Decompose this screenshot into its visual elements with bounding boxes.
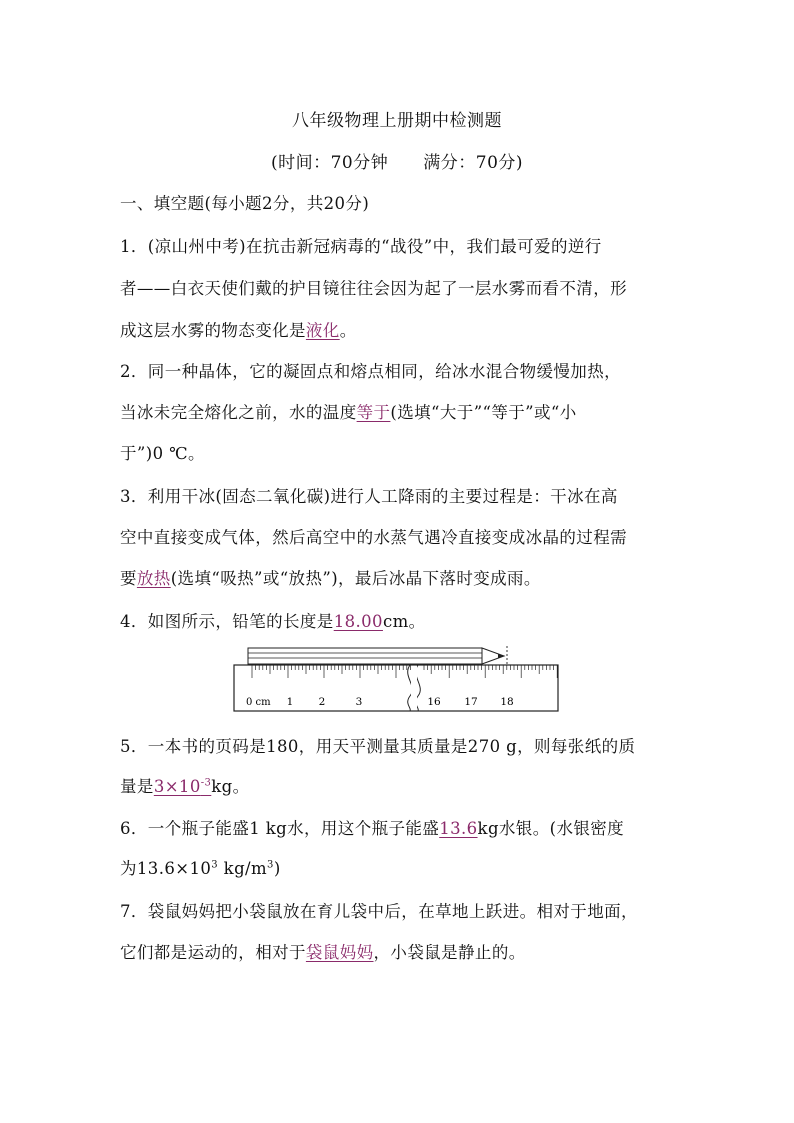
ruler-label-1: 1 (286, 696, 294, 708)
q3-text-end: (选填“吸热”或“放热”)，最后冰晶下落时变成雨。 (170, 569, 541, 588)
q5-answer-exp: -3 (200, 777, 212, 789)
pencil (248, 648, 505, 664)
q1-line-3 (120, 317, 680, 341)
q6-density-pre: 为13.6×10 (120, 859, 212, 878)
q2-line-1: 2．同一种晶体，它的凝固点和熔点相同，给冰水混合物缓慢加热， (120, 362, 621, 381)
q5-answer-base: 3×10 (153, 777, 201, 796)
q6-text: 6．一个瓶子能盛1 kg水，用这个瓶子能盛 (120, 819, 440, 838)
q6-density-unit: kg/m (218, 859, 268, 878)
ruler-label-2: 2 (318, 696, 326, 708)
q5-answer (154, 777, 211, 796)
ruler-label-18: 18 (500, 696, 514, 708)
q1-text: 成这层水雾的物态变化是 (120, 321, 306, 340)
q5-text-end: kg。 (211, 777, 250, 796)
exam-title: 八年级物理上册期中检测题 (292, 111, 502, 131)
q6-text-end: kg水银。(水银密度 (477, 819, 625, 838)
q2-text-end: (选填“大于”“等于”或“小 (390, 403, 577, 422)
q1-answer: 液化 (305, 321, 340, 340)
ruler-unit-label: 0 cm (246, 697, 271, 708)
q7-line-1: 7．袋鼠妈妈把小袋鼠放在育儿袋中后，在草地上跃进。相对于地面， (120, 902, 638, 921)
q6-density-exp: 3 (211, 859, 219, 871)
q5-line-1: 5．一本书的页码是180，用天平测量其质量是270 g，则每张纸的质 (120, 737, 636, 756)
q3-line-1: 3．利用干冰(固态二氧化碳)进行人工降雨的主要过程是：干冰在高 (120, 487, 618, 506)
q4-text: 4．如图所示，铅笔的长度是 (120, 612, 334, 631)
q3-line-3 (120, 565, 680, 589)
q6-answer: 13.6 (439, 819, 478, 838)
q5-text: 量是 (120, 777, 154, 796)
q2-answer: 等于 (356, 403, 391, 422)
q3-answer: 放热 (136, 569, 171, 588)
q5-line-2 (120, 773, 680, 797)
q1-text-end: 。 (339, 321, 357, 340)
q3-text: 要 (120, 569, 137, 588)
section-heading: 一、填空题(每小题2分，共20分) (120, 194, 370, 213)
q4-line-1 (120, 608, 680, 632)
ruler-label-3: 3 (355, 696, 363, 708)
q4-answer: 18.00 (333, 612, 383, 631)
q2-line-3: 于”)0 ℃。 (120, 444, 205, 463)
ruler-label-17: 17 (464, 696, 478, 708)
q1-line-2: 者——白衣天使们戴的护目镜往往会因为起了一层水雾而看不清，形 (120, 279, 627, 298)
exam-time-score: (时间：70分钟 满分：70分) (270, 153, 524, 173)
q7-answer: 袋鼠妈妈 (305, 943, 374, 962)
q2-text: 当冰未完全熔化之前，水的温度 (120, 403, 357, 422)
q7-text: 它们都是运动的，相对于 (120, 943, 306, 962)
q6-line-1 (120, 815, 680, 839)
q3-line-2: 空中直接变成气体，然后高空中的水蒸气遇冷直接变成冰晶的过程需 (120, 528, 627, 547)
q6-density-unit-exp: 3 (267, 859, 274, 871)
q1-line-1: 1．(凉山州中考)在抗击新冠病毒的“战役”中，我们最可爱的逆行 (120, 237, 602, 256)
ruler-label-16: 16 (427, 696, 441, 708)
q7-line-2 (120, 939, 680, 963)
q2-line-2 (120, 399, 680, 423)
ruler-diagram (232, 646, 562, 714)
q4-text-end: cm。 (382, 612, 426, 631)
q6-density-end: ) (273, 859, 281, 878)
q6-line-2 (120, 855, 680, 879)
q7-text-end: ，小袋鼠是静止的。 (373, 943, 526, 962)
pencil-ruler-figure (232, 646, 562, 714)
